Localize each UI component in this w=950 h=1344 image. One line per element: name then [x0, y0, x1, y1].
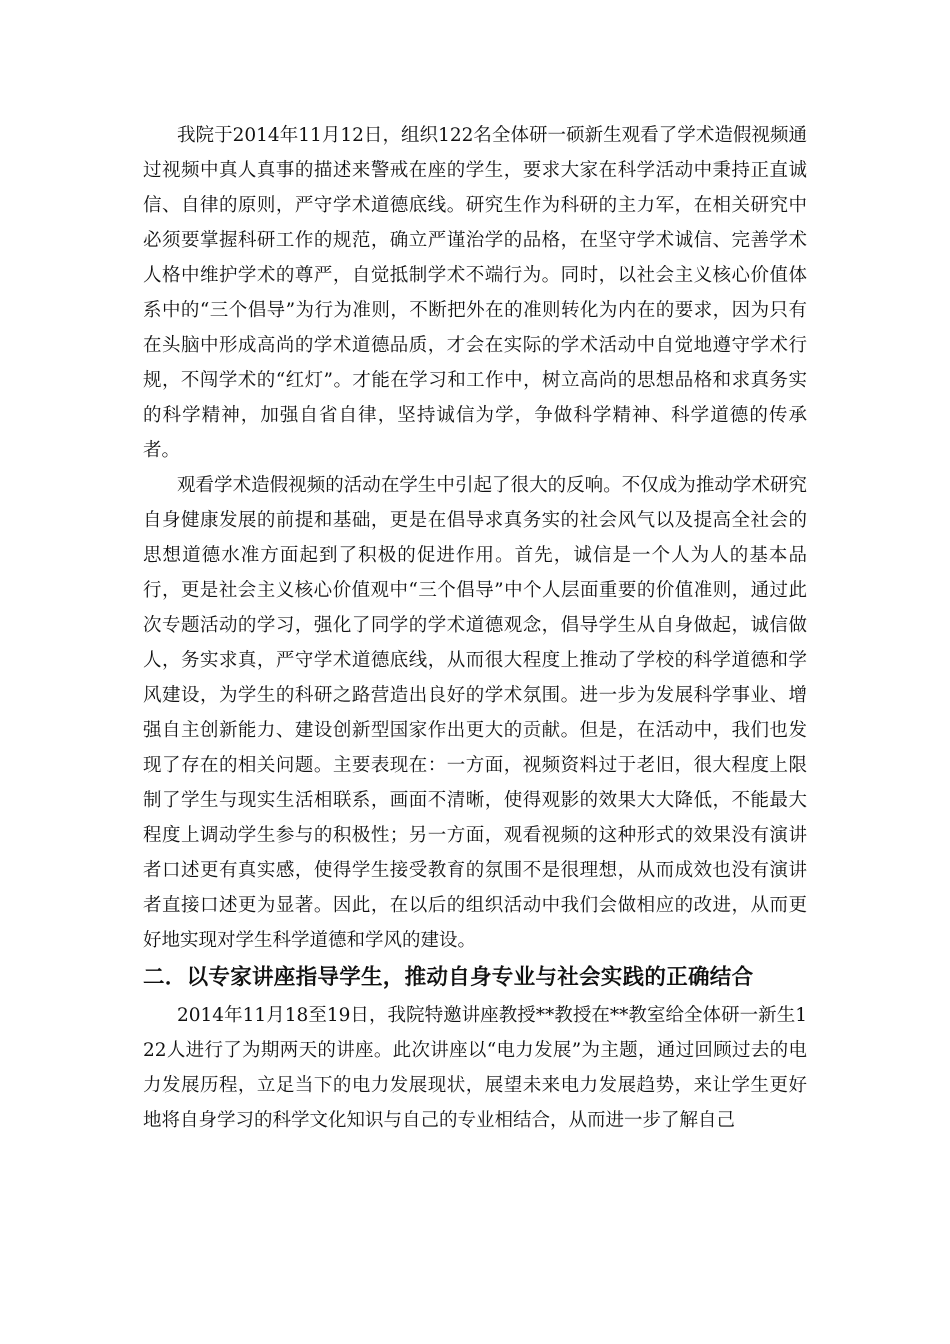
- body-paragraph-2: 观看学术造假视频的活动在学生中引起了很大的反响。不仅成为推动学术研究自身健康发展的前提和基础，更是在倡导求真务实的社会风气以及提高全社会的思想道德水准方面起到了积极的促进作用。首先，诚信是一个人为人的基本品行，更是社会主义核心价值观中“三个倡导”中个人层面重要的价值准则，通过此次专题活动的学习，强化了同学的学术道德观念，倡导学生从自身做起，诚信做人，务实求真，严守学术道德底线，从而很大程度上推动了学校的科学道德和学风建设，为学生的科研之路营造出良好的学术氛围。进一步为发展科学事业、增强自主创新能力、建设创新型国家作出更大的贡献。但是，在活动中，我们也发现了存在的相关问题。主要表现在：一方面，视频资料过于老旧，很大程度上限制了学生与现实生活相联系，画面不清晰，使得观影的效果大大降低，不能最大程度上调动学生参与的积极性；另一方面，观看视频的这种形式的效果没有演讲者口述更有真实感，使得学生接受教育的氛围不是很理想，从而成效也没有演讲者直接口述更为显著。因此，在以后的组织活动中我们会做相应的改进，从而更好地实现对学生科学道德和学风的建设。: [143, 475, 807, 951]
- body-paragraph-1: 我院于2014年11月12日，组织122名全体研一硕新生观看了学术造假视频通过视频中真人真事的描述来警戒在座的学生，要求大家在科学活动中秉持正直诚信、自律的原则，严守学术道德底线。研究生作为科研的主力军，在相关研究中必须要掌握科研工作的规范，确立严谨治学的品格，在坚守学术诚信、完善学术人格中维护学术的尊严，自觉抵制学术不端行为。同时，以社会主义核心价值体系中的“三个倡导”为行为准则，不断把外在的准则转化为内在的要求，因为只有在头脑中形成高尚的学术道德品质，才会在实际的学术活动中自觉地遵守学术行规，不闯学术的“红灯”。才能在学习和工作中，树立高尚的思想品格和求真务实的科学精神，加强自省自律，坚持诚信为学，争做科学精神、科学道德的传承者。: [143, 125, 807, 461]
- body-paragraph-3: 2014年11月18至19日，我院特邀讲座教授**教授在**教室给全体研一新生122人进行了为期两天的讲座。此次讲座以“电力发展”为主题，通过回顾过去的电力发展历程，立足当下的电力发展现状，展望未来电力发展趋势，来让学生更好地将自身学习的科学文化知识与自己的专业相结合，从而进一步了解自己: [143, 1005, 807, 1131]
- section-heading: 二．以专家讲座指导学生，推动自身专业与社会实践的正确结合: [143, 965, 754, 990]
- document-page: [143, 118, 807, 1138]
